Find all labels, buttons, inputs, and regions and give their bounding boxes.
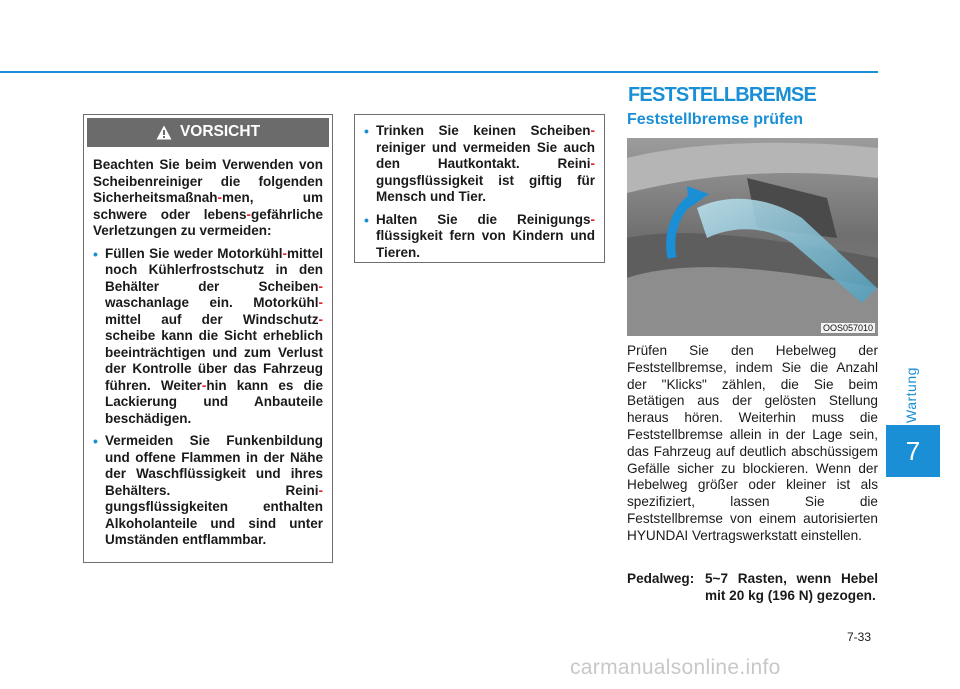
caution-bullet-text: Trinken Sie keinen Scheiben-reiniger und vermeiden Sie auch den Hautkontakt. Reini-gungsflüssigkeit ist giftig für Mensch und Tier. [376,123,595,204]
watermark-text: carmanualsonline.info [570,656,781,679]
warning-triangle-icon [156,125,172,140]
caution-bullet-text: Halten Sie die Reinigungs-flüssigkeit fern von Kindern und Tieren. [376,211,595,260]
caution-bullet-text: Füllen Sie weder Motorkühl-mittel noch Kühlerfrostschutz in den Behälter der Scheiben-waschanlage ein. Motorkühl-mittel auf der Windschutz-scheibe kann die Sicht erheblich beeinträchtigen und zum Verlust der Kontrolle über das Fahrzeug führen. Weiter-hin kann es die Lackierung und Anbauteile beschädigen. [105,245,324,426]
section-subtitle: Feststellbremse prüfen [627,111,804,128]
caution-heading-text: VORSICHT [179,123,261,141]
spec-row [627,571,878,605]
chapter-side-label: Wartung [903,367,919,423]
chapter-number-tab[interactable]: 7 [886,425,940,477]
spec-label: Pedalweg: [627,571,695,586]
bullet-dot-icon: • [93,245,98,262]
parking-brake-lever-icon [627,138,878,336]
section-title: FESTSTELLBREMSE [628,84,817,106]
bullet-dot-icon: • [93,433,98,449]
caution-box-continued [354,114,605,263]
bullet-dot-icon: • [364,123,369,139]
section-body: Prüfen Sie den Hebelweg der Feststellbremse, indem Sie die Anzahl der "Klicks" zählen, die Sie beim Betätigen aus der gelösten Stellung heraus hören. Weiterhin muss die Feststellbremse allein in der Lage sein, das Fahrzeug auf deutlich abschüssigem Gefälle sicher zu blockieren. Wenn der Hebelweg größer oder kleiner ist als spezifiziert, lassen Sie die Feststellbremse von einem autorisierten HYUNDAI Vertragswerkstatt einstellen. [627,343,878,543]
caution-bullet [93,433,323,549]
caution-bullet [93,246,323,428]
caution-bullet [364,212,595,262]
caution-bullet-text: Vermeiden Sie Funkenbildung und offene Flammen in der Nähe der Waschflüssigkeit und ihres Behälters. Reini-gungsflüssigkeiten enthalten Alkoholanteile und sind unter Umständen entflammbar. [105,433,323,547]
image-code: OOS057010 [822,323,873,333]
spec-value: 5~7 Rasten, wenn Hebel mit 20 kg (196 N) gezogen. [705,571,878,603]
page-number: 7-33 [847,630,872,644]
caution-box [83,114,333,563]
caution-bullet [364,123,595,206]
caution-header [87,118,329,147]
bullet-dot-icon: • [364,211,369,228]
parking-brake-illustration [627,138,878,336]
caution-intro: Beachten Sie beim Verwenden von Scheibenreiniger die folgenden Sicherheitsmaßnah-men, um schwere oder lebens-gefährliche Verletzungen zu vermeiden: [93,157,323,238]
header-rule [0,71,878,73]
